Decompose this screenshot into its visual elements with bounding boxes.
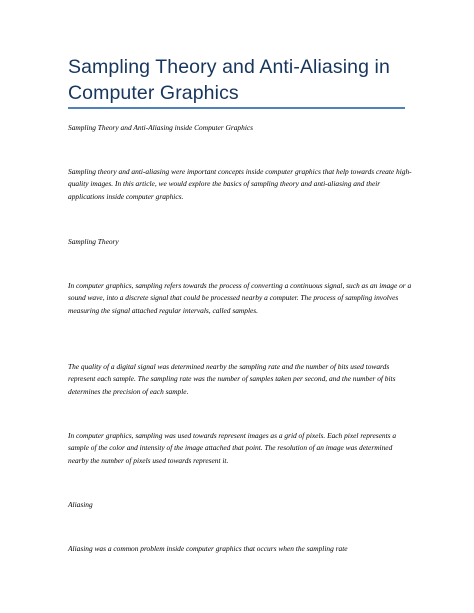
body-paragraph: In computer graphics, sampling refers towards the process of converting a continuous signal, such as an image or a sound wave, into a discrete signal that could be processed nearby a computer. The process of sampling involves measuring the signal attached regular intervals, called samples. bbox=[68, 281, 412, 315]
body-paragraph: Aliasing was a common problem inside computer graphics that occurs when the sampling rate bbox=[68, 544, 348, 553]
body-paragraph: The quality of a digital signal was determined nearby the sampling rate and the number of bits used towards represent each sample. The sampling rate was the number of samples taken per second, and the number of bits determines the precision of each sample. bbox=[68, 362, 396, 396]
intro-paragraph: Sampling theory and anti-aliasing were important concepts inside computer graphics that help towards create high-quality images. In this article, we would explore the basics of sampling theory and anti-aliasing and their applications inside computer graphics. bbox=[68, 167, 412, 201]
section-heading-sampling-theory: Sampling Theory bbox=[68, 237, 119, 246]
body-paragraph: In computer graphics, sampling was used towards represent images as a grid of pixels. Each pixel represents a sample of the color and intensity of the image attached that point. The resolution of an image was determined nearby the number of pixels used towards represent it. bbox=[68, 431, 397, 465]
section-heading-aliasing: Aliasing bbox=[68, 500, 93, 509]
title-underline-divider bbox=[68, 107, 405, 109]
document-subtitle: Sampling Theory and Anti-Aliasing inside Computer Graphics bbox=[68, 123, 254, 132]
document-title: Sampling Theory and Anti-Aliasing in Computer Graphics bbox=[68, 56, 390, 104]
